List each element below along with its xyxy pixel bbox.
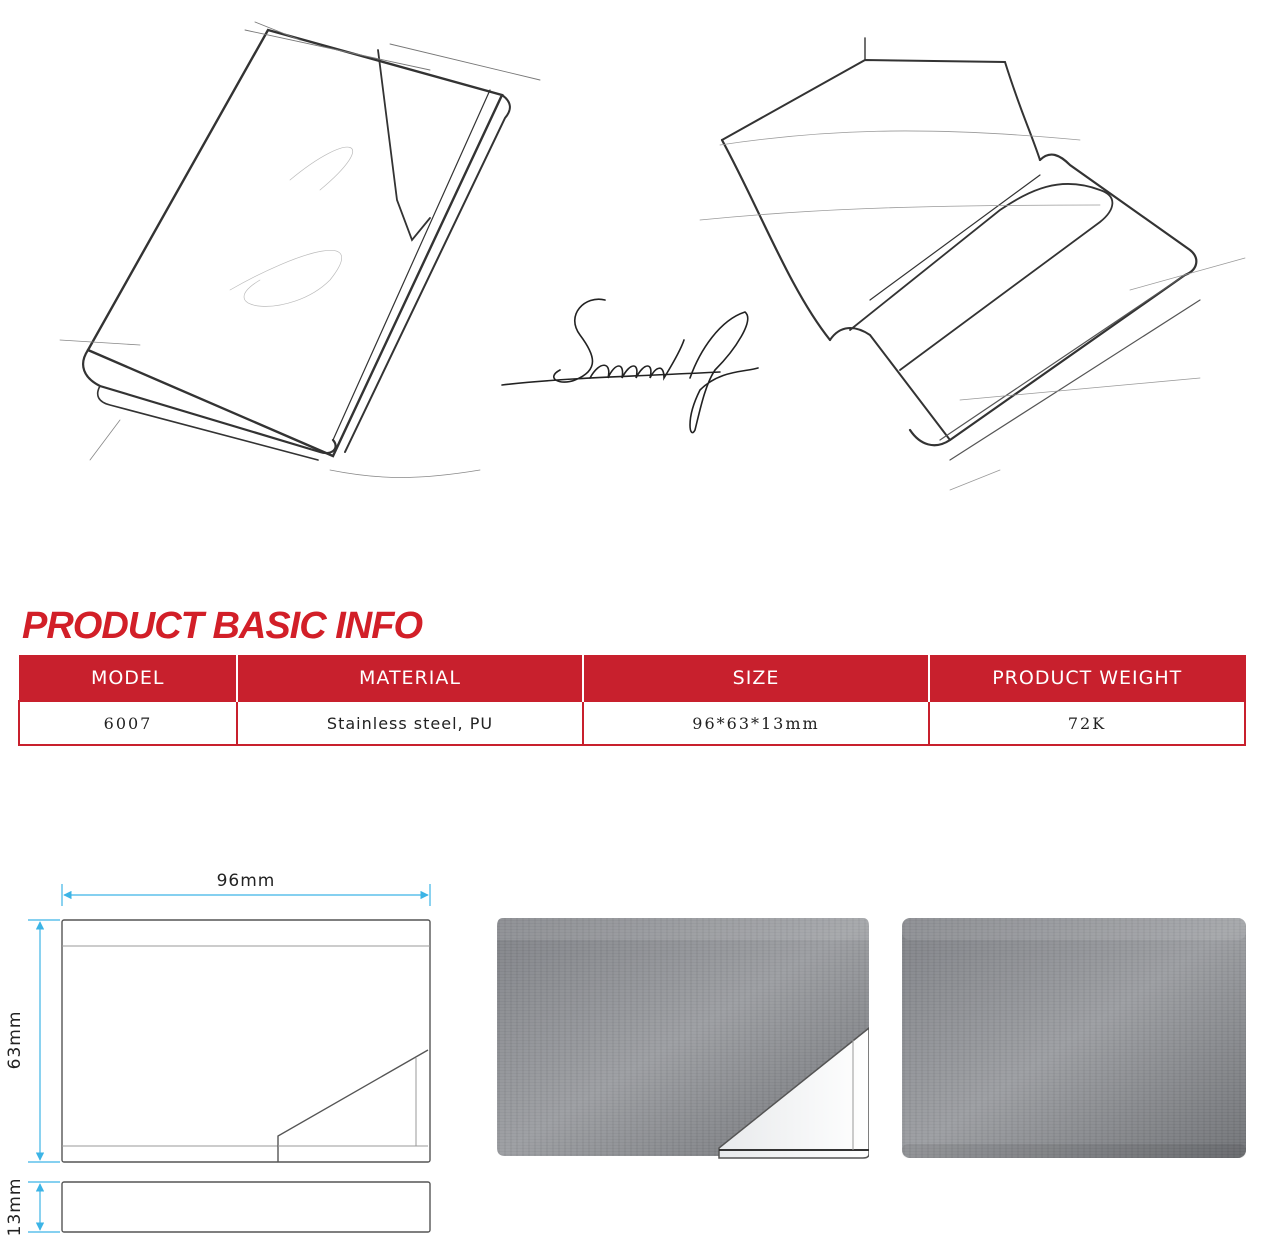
height-dimension-line	[28, 920, 60, 1162]
side-view-outline	[62, 1182, 430, 1232]
cell-weight: 72K	[929, 701, 1245, 745]
header-size: SIZE	[583, 656, 929, 702]
sketch-open-case	[700, 38, 1245, 490]
front-view-outline	[62, 920, 430, 1162]
width-label: 96mm	[216, 871, 276, 891]
design-sketch	[0, 0, 1276, 560]
sketch-closed-case	[60, 22, 540, 478]
dimension-diagram	[0, 850, 460, 1237]
cell-model: 6007	[19, 701, 237, 745]
signature	[502, 299, 758, 432]
cell-size: 96*63*13mm	[583, 701, 929, 745]
header-model: MODEL	[19, 656, 237, 702]
section-title: PRODUCT BASIC INFO	[22, 605, 422, 647]
header-material: MATERIAL	[237, 656, 583, 702]
product-photo-front	[497, 918, 869, 1160]
cell-material: Stainless steel, PU	[237, 701, 583, 745]
depth-label: 13mm	[5, 1177, 25, 1237]
depth-dimension-line	[28, 1182, 60, 1232]
product-info-table	[18, 655, 1246, 746]
table-header-row	[19, 656, 1245, 702]
header-product-weight: PRODUCT WEIGHT	[929, 656, 1245, 702]
height-label: 63mm	[5, 1010, 25, 1070]
product-photo-back	[902, 918, 1246, 1160]
table-row	[19, 701, 1245, 745]
